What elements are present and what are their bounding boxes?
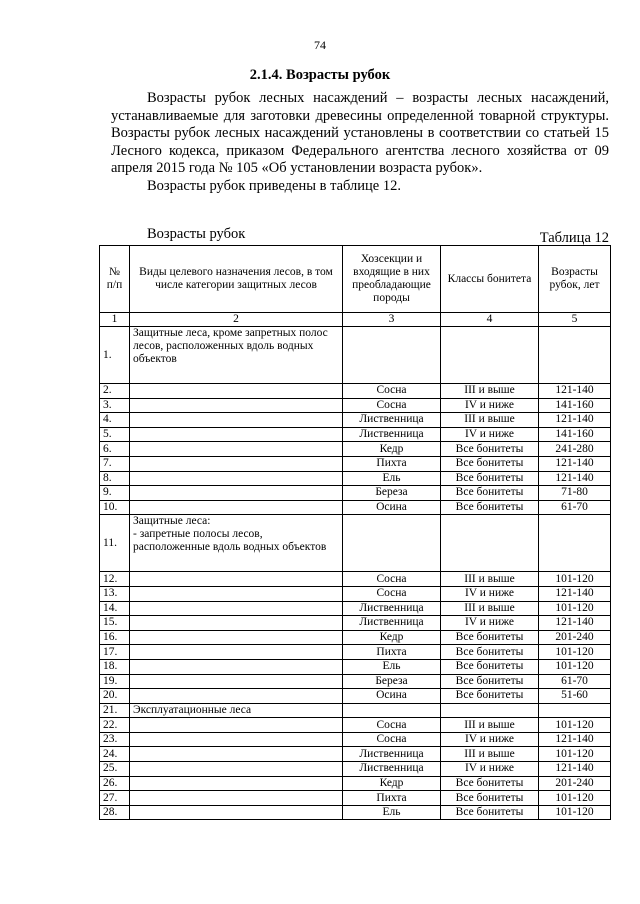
row-purpose (130, 805, 343, 820)
row-class: Все бонитеты (441, 645, 539, 660)
row-age: 121-140 (539, 762, 611, 777)
row-purpose (130, 500, 343, 515)
table-row (100, 791, 611, 806)
cutting-ages-table (99, 245, 611, 820)
row-purpose (130, 471, 343, 486)
column-header-number: № п/п (100, 246, 130, 313)
row-purpose (130, 616, 343, 631)
row-number: 25. (100, 762, 130, 777)
row-species: Сосна (343, 718, 441, 733)
row-species (343, 515, 441, 572)
table-row (100, 718, 611, 733)
table-header-row (100, 246, 611, 313)
column-number: 3 (343, 313, 441, 327)
row-age: 121-140 (539, 384, 611, 399)
row-class: Все бонитеты (441, 456, 539, 471)
column-header-purpose: Виды целевого назначения лесов, в том числе категории защитных лесов (130, 246, 343, 313)
table-row (100, 500, 611, 515)
row-species: Лиственница (343, 413, 441, 428)
table-row (100, 427, 611, 442)
row-number: 8. (100, 471, 130, 486)
row-class: Все бонитеты (441, 776, 539, 791)
row-class: IV и ниже (441, 586, 539, 601)
row-age: 141-160 (539, 427, 611, 442)
row-species: Ель (343, 471, 441, 486)
row-purpose (130, 413, 343, 428)
row-number: 14. (100, 601, 130, 616)
row-age (539, 703, 611, 718)
row-number: 11. (100, 515, 130, 572)
table-row (100, 703, 611, 718)
table-row (100, 747, 611, 762)
column-number: 5 (539, 313, 611, 327)
row-age: 71-80 (539, 486, 611, 501)
row-number: 10. (100, 500, 130, 515)
row-purpose (130, 659, 343, 674)
row-class: IV и ниже (441, 616, 539, 631)
row-purpose (130, 776, 343, 791)
row-class: III и выше (441, 413, 539, 428)
row-class: Все бонитеты (441, 630, 539, 645)
row-number: 16. (100, 630, 130, 645)
row-species: Пихта (343, 456, 441, 471)
row-class: III и выше (441, 572, 539, 587)
row-species: Лиственница (343, 616, 441, 631)
row-purpose (130, 747, 343, 762)
row-age: 241-280 (539, 442, 611, 457)
row-number: 6. (100, 442, 130, 457)
table-row (100, 398, 611, 413)
row-species: Сосна (343, 398, 441, 413)
row-class: Все бонитеты (441, 674, 539, 689)
row-class: III и выше (441, 601, 539, 616)
row-number: 21. (100, 703, 130, 718)
row-number: 2. (100, 384, 130, 399)
row-species (343, 703, 441, 718)
table-row (100, 471, 611, 486)
row-number: 19. (100, 674, 130, 689)
row-age: 121-140 (539, 413, 611, 428)
row-species: Сосна (343, 732, 441, 747)
row-age: 201-240 (539, 630, 611, 645)
row-age: 101-120 (539, 659, 611, 674)
row-age (539, 327, 611, 384)
table-row (100, 572, 611, 587)
row-purpose (130, 572, 343, 587)
row-class: Все бонитеты (441, 805, 539, 820)
table-row (100, 776, 611, 791)
row-species: Ель (343, 805, 441, 820)
row-species: Береза (343, 486, 441, 501)
row-age: 121-140 (539, 586, 611, 601)
row-class (441, 515, 539, 572)
row-purpose: Защитные леса: - запретные полосы лесов, расположенные вдоль водных объектов (130, 515, 343, 572)
row-number: 28. (100, 805, 130, 820)
row-number: 15. (100, 616, 130, 631)
row-number: 7. (100, 456, 130, 471)
row-age: 121-140 (539, 456, 611, 471)
row-number: 1. (100, 327, 130, 384)
row-purpose: Защитные леса, кроме запретных полос лесов, расположенных вдоль водных объектов (130, 327, 343, 384)
row-species: Сосна (343, 572, 441, 587)
row-age: 121-140 (539, 732, 611, 747)
column-number: 1 (100, 313, 130, 327)
row-number: 27. (100, 791, 130, 806)
row-class: Все бонитеты (441, 791, 539, 806)
row-purpose (130, 674, 343, 689)
row-age: 201-240 (539, 776, 611, 791)
column-number: 4 (441, 313, 539, 327)
table-row (100, 645, 611, 660)
body-text (111, 90, 609, 195)
column-header-age: Возрасты рубок, лет (539, 246, 611, 313)
table-row (100, 674, 611, 689)
table-row (100, 384, 611, 399)
row-class: IV и ниже (441, 427, 539, 442)
row-purpose (130, 718, 343, 733)
row-age: 101-120 (539, 718, 611, 733)
row-class: III и выше (441, 718, 539, 733)
table-label: Таблица 12 (539, 230, 609, 246)
row-species (343, 327, 441, 384)
row-age: 51-60 (539, 689, 611, 704)
table-row (100, 442, 611, 457)
row-class: Все бонитеты (441, 442, 539, 457)
row-age: 121-140 (539, 471, 611, 486)
table-row (100, 630, 611, 645)
row-class: III и выше (441, 384, 539, 399)
table-row (100, 586, 611, 601)
paragraph-table-reference: Возрасты рубок приведены в таблице 12. (147, 177, 401, 194)
row-purpose (130, 732, 343, 747)
row-species: Лиственница (343, 762, 441, 777)
row-purpose (130, 762, 343, 777)
row-number: 5. (100, 427, 130, 442)
row-class: Все бонитеты (441, 486, 539, 501)
row-age: 141-160 (539, 398, 611, 413)
row-species: Ель (343, 659, 441, 674)
row-age: 101-120 (539, 805, 611, 820)
table-row (100, 805, 611, 820)
table-row (100, 486, 611, 501)
row-class (441, 703, 539, 718)
row-number: 3. (100, 398, 130, 413)
row-purpose (130, 442, 343, 457)
row-species: Пихта (343, 791, 441, 806)
row-purpose (130, 384, 343, 399)
row-age: 121-140 (539, 616, 611, 631)
row-number: 9. (100, 486, 130, 501)
row-age: 101-120 (539, 645, 611, 660)
row-species: Осина (343, 689, 441, 704)
row-age: 101-120 (539, 791, 611, 806)
row-number: 17. (100, 645, 130, 660)
row-species: Кедр (343, 442, 441, 457)
column-numbers-row (100, 313, 611, 327)
row-purpose (130, 586, 343, 601)
row-purpose (130, 630, 343, 645)
row-number: 4. (100, 413, 130, 428)
row-number: 20. (100, 689, 130, 704)
table-row (100, 601, 611, 616)
row-purpose (130, 791, 343, 806)
row-species: Лиственница (343, 427, 441, 442)
row-number: 13. (100, 586, 130, 601)
row-number: 24. (100, 747, 130, 762)
table-row (100, 616, 611, 631)
table-row (100, 659, 611, 674)
table-body (100, 313, 611, 820)
row-number: 26. (100, 776, 130, 791)
row-age (539, 515, 611, 572)
column-number: 2 (130, 313, 343, 327)
row-species: Сосна (343, 384, 441, 399)
table-row (100, 689, 611, 704)
paragraph-definition: Возрасты рубок лесных насаждений – возрасты лесных насаждений, устанавливаемые для заготовки древесины определенной товарной структуры. Возрасты рубок лесных насаждений установлены в соответствии со статьей 15 Лесного кодекса, приказом Федерального агентства лесного хозяйства от 09 апреля 2015 года № 105 «Об установлении возраста рубок». (111, 90, 609, 176)
row-purpose (130, 398, 343, 413)
row-age: 61-70 (539, 674, 611, 689)
table-row (100, 327, 611, 384)
row-number: 23. (100, 732, 130, 747)
column-header-class: Классы бонитета (441, 246, 539, 313)
row-class: Все бонитеты (441, 689, 539, 704)
row-purpose (130, 689, 343, 704)
row-species: Кедр (343, 630, 441, 645)
row-number: 18. (100, 659, 130, 674)
row-number: 22. (100, 718, 130, 733)
row-species: Сосна (343, 586, 441, 601)
row-species: Осина (343, 500, 441, 515)
row-purpose: Эксплуатационные леса (130, 703, 343, 718)
row-class: Все бонитеты (441, 471, 539, 486)
column-header-species: Хозсекции и входящие в них преобладающие породы (343, 246, 441, 313)
table-row (100, 413, 611, 428)
row-age: 61-70 (539, 500, 611, 515)
row-age: 101-120 (539, 572, 611, 587)
table-caption: Возрасты рубок (147, 226, 246, 242)
row-species: Кедр (343, 776, 441, 791)
row-purpose (130, 486, 343, 501)
row-class: IV и ниже (441, 762, 539, 777)
row-class: IV и ниже (441, 398, 539, 413)
row-age: 101-120 (539, 601, 611, 616)
row-species: Лиственница (343, 747, 441, 762)
row-class: III и выше (441, 747, 539, 762)
row-class: IV и ниже (441, 732, 539, 747)
row-class (441, 327, 539, 384)
row-class: Все бонитеты (441, 659, 539, 674)
table-row (100, 762, 611, 777)
row-species: Лиственница (343, 601, 441, 616)
row-species: Береза (343, 674, 441, 689)
row-class: Все бонитеты (441, 500, 539, 515)
table-row (100, 456, 611, 471)
row-purpose (130, 601, 343, 616)
table-row (100, 515, 611, 572)
section-heading: 2.1.4. Возрасты рубок (249, 67, 391, 83)
row-number: 12. (100, 572, 130, 587)
row-purpose (130, 645, 343, 660)
row-purpose (130, 427, 343, 442)
row-age: 101-120 (539, 747, 611, 762)
row-purpose (130, 456, 343, 471)
page-number: 74 (314, 38, 326, 52)
table-row (100, 732, 611, 747)
row-species: Пихта (343, 645, 441, 660)
